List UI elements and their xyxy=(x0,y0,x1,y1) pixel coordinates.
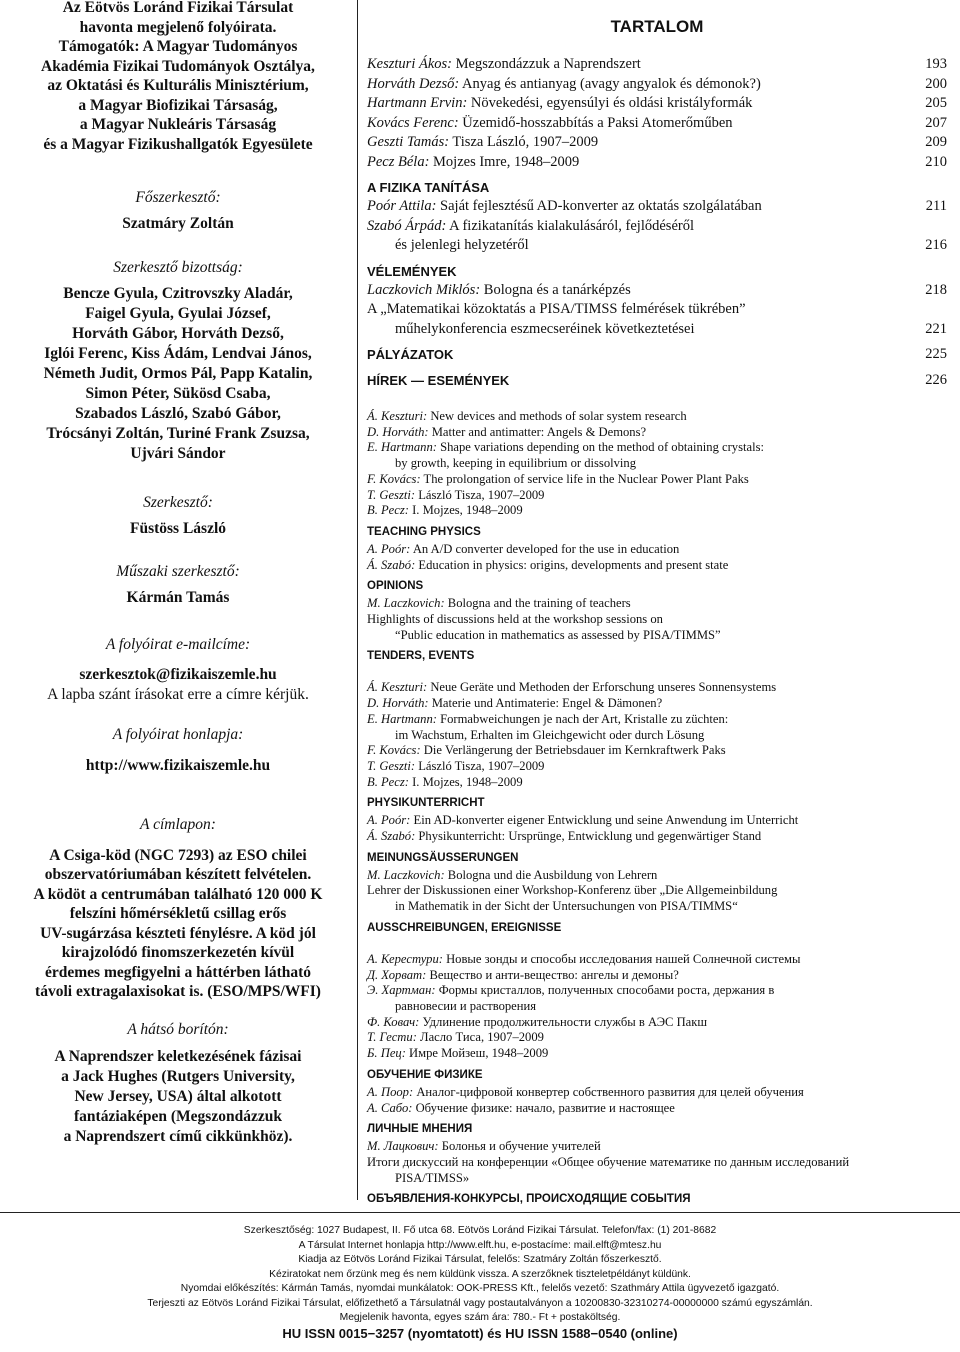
tr-section: TENDERS, EVENTS xyxy=(367,650,475,663)
tr-title: Materie und Antimaterie: Engel & Dämonen? xyxy=(428,696,663,711)
tr-title: Болонья и обучение учителей xyxy=(438,1139,601,1154)
toc-article-title: A „Matematikai közoktatás a PISA/TIMSS felmérések tükrében” xyxy=(367,301,746,317)
tr-entry: Итоги дискуссий на конференции «Общее обучение математике по данным исследований xyxy=(367,1154,850,1169)
toc-entry[interactable] xyxy=(367,300,947,320)
tr-continuation: PISA/TIMSS» xyxy=(395,1170,470,1185)
editor: Füstöss László xyxy=(129,520,227,537)
contents-german xyxy=(367,680,947,935)
masthead-line: és a Magyar Fizikushallgatók Egyesülete xyxy=(43,135,313,153)
tr-section: TEACHING PHYSICS xyxy=(367,525,481,538)
toc-page: 216 xyxy=(925,237,947,253)
tr-title: Обучение физике: начало, развитие и настоящее xyxy=(412,1100,675,1115)
tr-author: А. Поор: xyxy=(367,1084,414,1099)
cover-line: UV-sugárzása készteti fénylésre. A köd jól xyxy=(40,924,316,942)
tr-entry xyxy=(367,680,947,696)
tr-author: D. Horváth: xyxy=(367,696,429,711)
tr-title: László Tisza, 1907–2009 xyxy=(415,758,545,773)
board-line: Iglói Ferenc, Kiss Ádám, Lendvai János, xyxy=(44,344,312,362)
table-of-contents xyxy=(367,0,947,1206)
toc-section-tenders[interactable] xyxy=(367,345,947,365)
board-label: Szerkesztő bizottság: xyxy=(113,259,243,276)
column-divider xyxy=(357,0,358,1200)
footer-line: Megjelenik havonta, egyes szám ára: 780.- Ft + postaköltség. xyxy=(339,1312,621,1323)
tr-entry xyxy=(367,488,947,504)
tr-section: AUSSCHREIBUNGEN, EREIGNISSE xyxy=(367,921,562,934)
tr-entry xyxy=(367,596,947,612)
tr-entry xyxy=(367,743,947,759)
toc-article-title: Üzemidő-hosszabbítás a Paksi Atomerőműben xyxy=(458,114,733,131)
toc-page: 209 xyxy=(925,134,947,150)
board-line: Németh Judit, Ormos Pál, Papp Katalin, xyxy=(43,364,313,382)
cover-line: A Csiga-köd (NGC 7293) az ESO chilei xyxy=(49,846,307,864)
toc-entry[interactable] xyxy=(367,197,947,217)
tr-author: T. Geszti: xyxy=(367,487,416,502)
toc-page xyxy=(907,217,947,237)
tr-section: OPINIONS xyxy=(367,580,424,593)
toc-entry[interactable] xyxy=(367,75,947,95)
toc-page: 200 xyxy=(925,75,947,92)
tr-title: Новые зонды и способы исследования нашей Солнечной системы xyxy=(442,951,801,966)
tr-author: Б. Пец: xyxy=(367,1046,406,1061)
tr-entry: Lehrer der Diskussionen einer Workshop-Konferenz über „Die Allgemeinbildung xyxy=(367,883,778,898)
tr-title: Formabweichungen je nach der Art, Kristalle zu züchten: xyxy=(436,711,729,726)
tr-entry xyxy=(367,1030,947,1046)
tr-title: Education in physics: origins, developments and present state xyxy=(415,557,729,572)
tr-author: F. Kovács: xyxy=(367,743,421,758)
toc-page: 211 xyxy=(925,198,947,214)
masthead-line: a Magyar Biofizikai Társaság, xyxy=(78,96,278,114)
tr-author: M. Laczkovich: xyxy=(367,596,445,611)
masthead-intro xyxy=(0,0,356,154)
tr-author: Á. Keszturi: xyxy=(367,680,428,695)
toc-author: Laczkovich Miklós: xyxy=(367,281,481,298)
tr-title: The prolongation of service life in the Nuclear Power Plant Paks xyxy=(420,471,749,486)
tr-entry xyxy=(367,1101,947,1117)
issn: HU ISSN 0015−3257 (nyomtatott) és HU ISSN 1588−0540 (online) xyxy=(282,1325,678,1341)
masthead-line: a Magyar Nukleáris Társaság xyxy=(79,116,277,133)
tr-continuation: by growth, keeping in equilibrium or dissolving xyxy=(395,456,637,471)
tr-entry xyxy=(367,968,947,984)
masthead xyxy=(0,0,356,1200)
email-link[interactable]: szerkesztok@fizikaiszemle.hu xyxy=(79,666,277,683)
toc-title: TARTALOM xyxy=(610,17,704,36)
tech-editor: Kármán Tamás xyxy=(126,589,230,606)
tr-continuation: равновесии и растворения xyxy=(395,998,537,1013)
back-line: fantáziaképen (Megszondázzuk xyxy=(74,1108,282,1125)
tr-author: Á. Szabó: xyxy=(367,557,416,572)
footer-line: A Társulat Internet honlapja http://www.elft.hu, e-postacíme: mail.elft@mtesz.hu xyxy=(298,1239,662,1251)
board-line: Simon Péter, Sükösd Csaba, xyxy=(85,384,271,402)
toc-article-title: műhelykonferencia eszmecseréinek következtetései xyxy=(395,320,695,337)
board-line: Ujvári Sándor xyxy=(130,444,226,462)
tr-author: T. Geszti: xyxy=(367,758,416,773)
toc-article-title: Bologna és a tanárképzés xyxy=(480,281,631,298)
cover-line: A ködöt a centrumában található 120 000 K xyxy=(33,885,323,903)
tr-entry xyxy=(367,952,947,968)
tr-section: ЛИЧНЫЕ МНЕНИЯ xyxy=(367,1123,473,1136)
tr-title: László Tisza, 1907–2009 xyxy=(415,487,545,502)
tr-title: I. Mojzes, 1948–2009 xyxy=(408,503,523,518)
contents-russian xyxy=(367,952,947,1207)
tr-author: E. Hartmann: xyxy=(367,440,437,455)
toc-section-teaching: A FIZIKA TANÍTÁSA xyxy=(367,180,490,195)
footer-line: Kiadja az Eötvös Loránd Fizikai Társulat, felelős: Szatmáry Zoltán főszerkesztő. xyxy=(298,1254,662,1265)
toc-author: Hartmann Ervin: xyxy=(367,95,468,111)
toc-article-title: A fizikatanítás kialakulásáról, fejlődéséről xyxy=(446,217,694,234)
tr-title: Ласло Тиса, 1907–2009 xyxy=(416,1030,544,1045)
tr-title: Bologna and the training of teachers xyxy=(444,596,631,611)
toc-article-title: Saját fejlesztésű AD-konverter az oktatás szolgálatában xyxy=(436,198,762,214)
toc-entry[interactable] xyxy=(367,281,947,301)
tr-title: Вещество и анти-вещество: ангелы и демоны? xyxy=(426,967,679,982)
toc-entry-continuation[interactable] xyxy=(367,236,947,256)
toc-page: 205 xyxy=(925,95,947,111)
toc-main-list xyxy=(367,55,947,172)
tr-entry xyxy=(367,775,947,791)
back-line: a Naprendszert című cikkünkhöz). xyxy=(63,1128,293,1145)
masthead-line: az Oktatási és Kulturális Minisztérium, xyxy=(47,77,309,94)
tr-entry xyxy=(367,440,947,456)
tr-title: I. Mojzes, 1948–2009 xyxy=(408,774,523,789)
tr-section: ОБЪЯВЛЕНИЯ-КОНКУРСЫ, ПРОИСХОДЯЩИЕ СОБЫТИЯ xyxy=(367,1193,691,1206)
cover-line: kirajzolódó finomszerkezetén kívül xyxy=(61,944,295,961)
tr-author: A. Poór: xyxy=(367,813,411,828)
toc-page: 210 xyxy=(925,153,947,170)
footer xyxy=(0,1224,960,1341)
back-cover-label: A hátsó borítón: xyxy=(127,1020,229,1038)
board-line: Bencze Gyula, Czitrovszky Aladár, xyxy=(63,284,293,302)
tr-author: Д. Хорват: xyxy=(367,967,427,982)
tr-entry xyxy=(367,472,947,488)
board-line: Trócsányi Zoltán, Turiné Frank Zsuzsa, xyxy=(46,424,310,442)
tr-title: New devices and methods of solar system research xyxy=(427,409,687,423)
toc-entry-continuation[interactable] xyxy=(367,320,947,340)
footer-line: Kéziratokat nem őrzünk meg és nem küldünk vissza. A szerzőknek tiszteletpéldányt küldünk. xyxy=(269,1268,691,1280)
tr-entry xyxy=(367,759,947,775)
tr-continuation: im Wachstum, Erhalten im Gleichgewicht oder durch Lösung xyxy=(395,727,705,742)
tr-title: An A/D converter developed for the use in education xyxy=(410,541,680,556)
tr-author: Á. Keszturi: xyxy=(367,409,428,423)
tr-author: А. Сабо: xyxy=(367,1100,413,1115)
toc-section-label: PÁLYÁZATOK xyxy=(367,347,454,362)
footer-line: Szerkesztőség: 1027 Budapest, II. Fő utca 68. Eötvös Loránd Fizikai Társulat. Telefon/fax: (1) 201-8682 xyxy=(243,1225,717,1236)
tr-entry xyxy=(367,542,947,558)
tr-title: Die Verlängerung der Betriebsdauer im Kernkraftwerk Paks xyxy=(420,743,726,758)
editor-in-chief: Szatmáry Zoltán xyxy=(122,214,234,232)
tr-entry xyxy=(367,409,947,425)
tr-entry xyxy=(367,1085,947,1101)
tr-author: A. Poór: xyxy=(367,541,411,556)
masthead-line: Az Eötvös Loránd Fizikai Társulat xyxy=(62,0,294,16)
toc-page: 221 xyxy=(925,320,947,337)
board-members xyxy=(0,284,356,464)
tr-author: А. Керестури: xyxy=(367,951,443,966)
tr-section: ОБУЧЕНИЕ ФИЗИКЕ xyxy=(367,1068,483,1081)
back-line: New Jersey, USA) által alkotott xyxy=(74,1088,282,1105)
board-line: Szabados László, Szabó Gábor, xyxy=(75,404,281,422)
toc-author: Geszti Tamás: xyxy=(367,134,450,150)
tr-section: PHYSIKUNTERRICHT xyxy=(367,797,485,810)
back-line: A Naprendszer keletkezésének fázisai xyxy=(54,1048,302,1065)
toc-page: 207 xyxy=(925,114,947,131)
back-line: a Jack Hughes (Rutgers University, xyxy=(61,1068,295,1085)
toc-entry[interactable] xyxy=(367,153,947,173)
toc-author: Szabó Árpád: xyxy=(367,217,447,234)
cover-label: A címlapon: xyxy=(140,816,216,833)
tr-title: Physikunterricht: Ursprünge, Entwicklung und gegenwärtiger Stand xyxy=(415,829,762,844)
back-cover-description xyxy=(0,1047,356,1147)
tr-author: B. Pecz: xyxy=(367,503,409,518)
board-line: Faigel Gyula, Gyulai József, xyxy=(85,304,271,322)
toc-page: 226 xyxy=(925,371,947,388)
toc-author: Pecz Béla: xyxy=(367,153,430,170)
tr-title: Ein AD-konverter eigener Entwicklung und seine Anwendung im Unterricht xyxy=(410,813,799,828)
tr-author: M. Laczkovich: xyxy=(367,867,445,882)
toc-article-title: Mojzes Imre, 1948–2009 xyxy=(429,153,580,170)
homepage-link[interactable]: http://www.fizikaiszemle.hu xyxy=(85,756,271,774)
toc-author: Horváth Dezső: xyxy=(367,75,460,92)
tr-author: Т. Гести: xyxy=(367,1030,417,1045)
tr-entry xyxy=(367,1015,947,1031)
cover-line: felszíni hőmérsékletű csillag erős xyxy=(69,905,287,922)
tr-continuation: “Public education in mathematics as assessed by PISA/TIMMS” xyxy=(395,627,721,642)
tr-title: Shape variations depending on the method of obtaining crystals: xyxy=(436,440,764,455)
tr-author: Á. Szabó: xyxy=(367,829,416,844)
toc-section-opinions: VÉLEMÉNYEK xyxy=(367,263,457,279)
tr-author: B. Pecz: xyxy=(367,774,409,789)
tr-author: Э. Хартман: xyxy=(367,983,436,998)
footer-line: Terjeszti az Eötvös Loránd Fizikai Társulat, előfizethető a Társulatnál vagy postautalványon a 10200830-32310274-00000000 számú egyszámlán. xyxy=(147,1297,813,1309)
board-line: Horváth Gábor, Horváth Dezső, xyxy=(72,324,284,342)
tr-entry xyxy=(367,712,947,728)
email-label: A folyóirat e-mailcíme: xyxy=(105,635,251,653)
toc-page: 218 xyxy=(925,281,947,298)
tr-title: Удлинение продолжительности службы в АЭС Пакш xyxy=(419,1014,708,1029)
toc-entry[interactable] xyxy=(367,55,947,75)
masthead-line: Akadémia Fizikai Tudományok Osztálya, xyxy=(41,57,315,75)
tr-title: Аналог-цифровой конвертер собственного развития для целей обучения xyxy=(413,1084,804,1099)
tr-author: Ф. Ковач: xyxy=(367,1014,420,1029)
toc-entry[interactable] xyxy=(367,114,947,134)
tr-entry xyxy=(367,503,947,519)
tr-title: Bologna und die Ausbildung von Lehrern xyxy=(444,867,658,882)
toc-author: Keszturi Ákos: xyxy=(367,56,452,72)
tr-author: F. Kovács: xyxy=(367,471,421,486)
toc-section-label: HÍREK — ESEMÉNYEK xyxy=(367,372,510,388)
footer-line: Nyomdai előkészítés: Kármán Tamás, nyomdai munkálatok: OOK-PRESS Kft., felelős vezető: Szathmáry Attila ügyvezető igazgató. xyxy=(180,1283,780,1294)
tr-entry xyxy=(367,696,947,712)
toc-author: Poór Attila: xyxy=(367,198,437,214)
toc-page: 225 xyxy=(925,346,947,362)
tr-title: Формы кристаллов, полученных способами роста, держания в xyxy=(435,983,775,998)
email-note: A lapba szánt írásokat erre a címre kérjük. xyxy=(47,685,309,703)
toc-author: Kovács Ferenc: xyxy=(367,114,459,131)
toc-entry[interactable] xyxy=(367,133,947,153)
tr-entry xyxy=(367,558,947,574)
toc-article-title: Anyag és antianyag (avagy angyalok és démonok?) xyxy=(459,75,761,92)
tr-entry xyxy=(367,425,947,441)
editor-in-chief-label: Főszerkesztő: xyxy=(135,189,221,206)
tr-author: М. Лацкович: xyxy=(367,1139,439,1154)
cover-line: obszervatóriumában készített felvételen. xyxy=(44,866,312,883)
masthead-line: Támogatók: A Magyar Tudományos xyxy=(58,38,298,55)
tech-editor-label: Műszaki szerkesztő: xyxy=(116,562,240,580)
tr-entry: Highlights of discussions held at the workshop sessions on xyxy=(367,612,663,627)
toc-section-news[interactable] xyxy=(367,371,947,391)
toc-article-title: Megszondázzuk a Naprendszert xyxy=(451,56,641,72)
cover-description xyxy=(0,846,356,1002)
cover-line: távoli extragalaxisokat is. (ESO/MPS/WFI) xyxy=(35,983,321,1000)
toc-entry[interactable] xyxy=(367,217,947,237)
tr-entry xyxy=(367,1139,947,1155)
tr-title: Matter and antimatter: Angels & Demons? xyxy=(428,424,647,439)
tr-entry xyxy=(367,868,947,884)
toc-page xyxy=(907,300,947,320)
tr-continuation: in Mathematik in der Sicht der Untersuchungen von PISA/TIMMS“ xyxy=(395,899,738,914)
masthead-line: havonta megjelenő folyóirata. xyxy=(79,18,277,36)
toc-entry[interactable] xyxy=(367,94,947,114)
homepage-label: A folyóirat honlapja: xyxy=(112,726,244,743)
footer-divider xyxy=(0,1212,960,1213)
cover-line: érdemes megfigyelni a háttérben látható xyxy=(44,963,312,981)
tr-entry xyxy=(367,983,947,999)
tr-author: E. Hartmann: xyxy=(367,711,437,726)
tr-entry xyxy=(367,829,947,845)
tr-section: MEINUNGSÄUSSERUNGEN xyxy=(367,851,519,864)
toc-page: 193 xyxy=(925,56,947,72)
toc-article-title: és jelenlegi helyzetéről xyxy=(395,237,529,253)
tr-entry xyxy=(367,1046,947,1062)
tr-title: Имре Мойзеш, 1948–2009 xyxy=(405,1046,549,1061)
tr-entry xyxy=(367,813,947,829)
toc-article-title: Növekedési, egyensúlyi és oldási kristályformák xyxy=(467,95,753,111)
toc-article-title: Tisza László, 1907–2009 xyxy=(449,134,599,150)
editor-label: Szerkesztő: xyxy=(143,493,213,511)
tr-title: Neue Geräte und Methoden der Erforschung unseres Sonnensystems xyxy=(427,680,777,695)
tr-author: D. Horváth: xyxy=(367,424,429,439)
contents-english xyxy=(367,409,947,664)
